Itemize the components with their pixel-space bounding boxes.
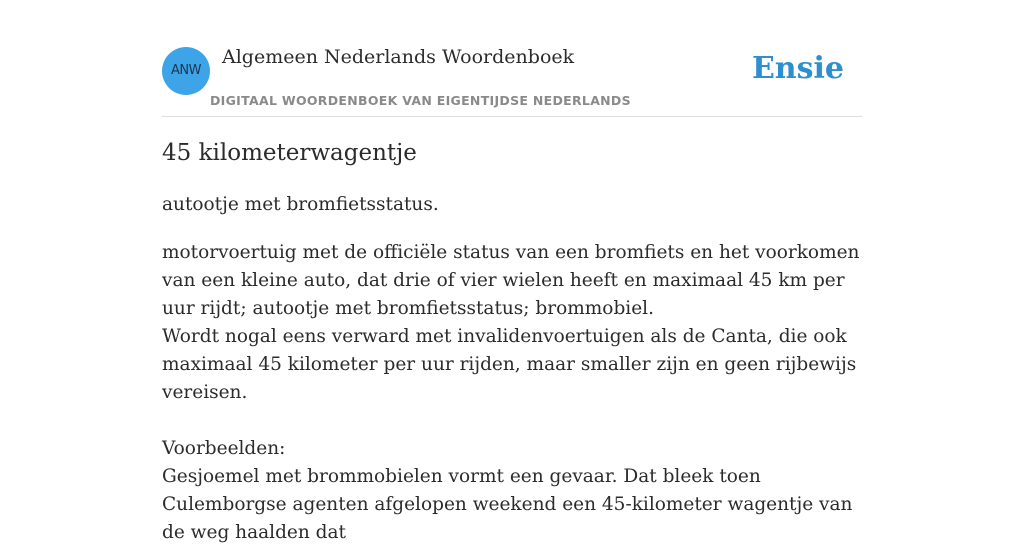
site-title[interactable]: Algemeen Nederlands Woordenboek (222, 46, 575, 68)
note-text: Wordt nogal eens verward met invalidenvoertuigen als de Canta, die ook maximaal 45 kilometer per uur rijden, maar smaller zijn en geen rijbewijs vereisen. (162, 326, 857, 403)
examples-label: Voorbeelden: (162, 438, 286, 459)
example-text: Gesjoemel met brommobielen vormt een gevaar. Dat bleek toen Culemborgse agenten afgelopen weekend een 45-kilometer wagentje van de weg haalden dat (162, 466, 853, 543)
entry-term: 45 kilometerwagentje (162, 140, 417, 166)
definition-text: motorvoertuig met de officiële status van een bromfiets en het voorkomen van een kleine auto, dat drie of vier wielen heeft en maximaal 45 km per uur rijdt; autootje met bromfietsstatus; brommobiel. (162, 242, 860, 319)
site-header (162, 40, 862, 117)
entry-body (162, 239, 862, 547)
anw-logo[interactable]: ANW (162, 47, 210, 95)
ensie-brand-logo[interactable]: Ensie (751, 51, 844, 86)
site-subtitle: DIGITAAL WOORDENBOEK VAN EIGENTIJDSE NEDERLANDS (210, 93, 631, 108)
paragraph-spacer (162, 407, 862, 435)
short-definition: autootje met bromfietsstatus. (162, 194, 439, 215)
